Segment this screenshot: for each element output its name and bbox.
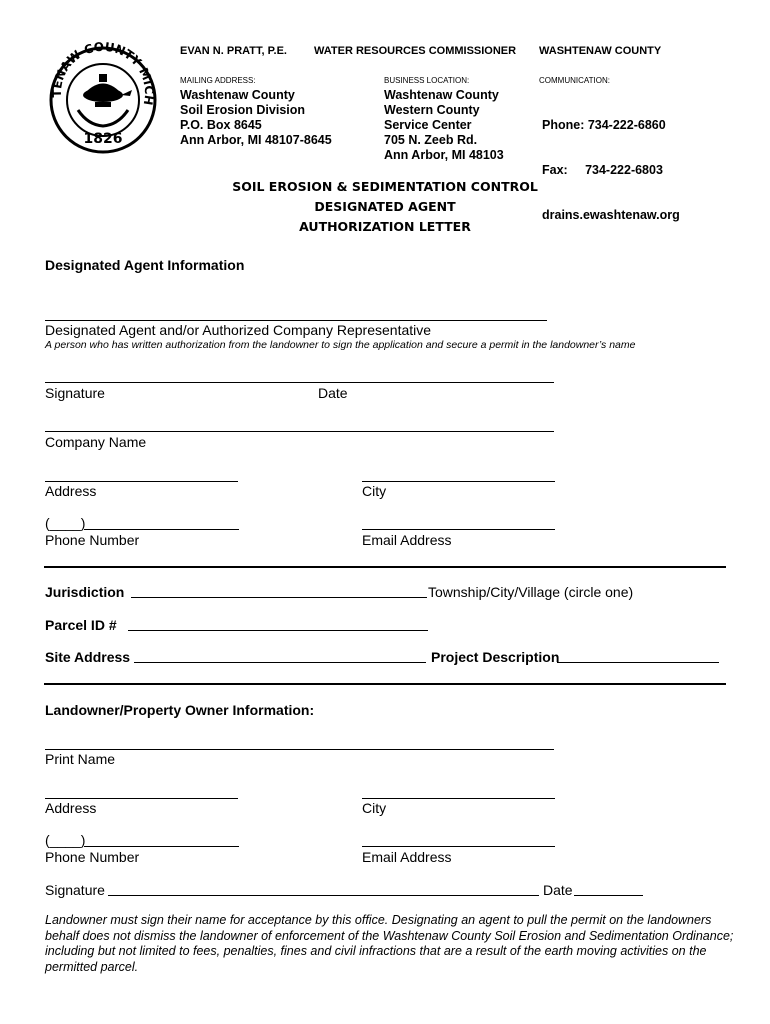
owner-name-line[interactable] xyxy=(45,749,554,750)
phone-line: Phone: 734-222-6860 xyxy=(542,118,666,132)
agent-phone-prefix: (____) xyxy=(45,515,86,531)
agent-address-label: Address xyxy=(45,483,97,499)
owner-date-line[interactable] xyxy=(574,895,643,896)
seal-text: TENAW COUNTY MICH xyxy=(49,40,157,107)
owner-name-label: Print Name xyxy=(45,751,116,767)
project-description-line[interactable] xyxy=(557,662,719,663)
parcel-line[interactable] xyxy=(128,630,428,631)
fax-line: Fax: 734-222-6803 xyxy=(542,163,663,177)
agent-company-line[interactable] xyxy=(45,431,554,432)
owner-phone-line[interactable] xyxy=(84,846,239,847)
mailing-line: Washtenaw County xyxy=(180,88,295,102)
agent-date-label: Date xyxy=(318,385,348,401)
business-address xyxy=(384,88,504,163)
section-divider xyxy=(44,683,726,685)
owner-section-title: Landowner/Property Owner Information: xyxy=(45,702,315,718)
business-line: Ann Arbor, MI 48103 xyxy=(384,148,504,162)
seal-graphic xyxy=(48,40,158,155)
jurisdiction-line[interactable] xyxy=(131,597,427,598)
agent-address-line[interactable] xyxy=(45,481,238,482)
agent-company-label: Company Name xyxy=(45,434,147,450)
project-description-label: Project Description xyxy=(431,649,560,665)
seal-year: 1826 xyxy=(83,131,123,147)
doc-title-line3: AUTHORIZATION LETTER xyxy=(299,219,471,234)
jurisdiction-label: Jurisdiction xyxy=(45,584,125,600)
agent-signature-line[interactable] xyxy=(45,382,554,383)
agent-city-line[interactable] xyxy=(362,481,555,482)
commissioner-office: WATER RESOURCES COMMISSIONER xyxy=(314,45,517,57)
county-seal xyxy=(48,40,158,155)
agent-signature-label: Signature xyxy=(45,385,105,401)
jurisdiction-suffix: Township/City/Village (circle one) xyxy=(428,584,634,600)
business-line: Service Center xyxy=(384,118,472,132)
owner-email-label: Email Address xyxy=(362,849,452,865)
business-line: 705 N. Zeeb Rd. xyxy=(384,133,478,147)
site-address-label: Site Address xyxy=(45,649,131,665)
agent-rep-line[interactable] xyxy=(45,320,547,321)
doc-title-line1: SOIL EROSION & SEDIMENTATION CONTROL xyxy=(232,179,538,194)
agent-city-label: City xyxy=(362,483,387,499)
owner-date-label: Date xyxy=(543,882,573,898)
mailing-label: MAILING ADDRESS: xyxy=(180,76,256,85)
owner-address-label: Address xyxy=(45,800,97,816)
agent-phone-label: Phone Number xyxy=(45,532,140,548)
owner-phone-prefix: (____) xyxy=(45,832,86,848)
website-line: drains.ewashtenaw.org xyxy=(542,208,680,222)
mailing-line: Ann Arbor, MI 48107-8645 xyxy=(180,133,332,147)
mailing-address xyxy=(180,88,332,148)
owner-signature-label: Signature xyxy=(45,882,105,898)
doc-title-line2: DESIGNATED AGENT xyxy=(314,199,456,214)
business-line: Western County xyxy=(384,103,480,117)
agent-email-line[interactable] xyxy=(362,529,555,530)
owner-city-label: City xyxy=(362,800,387,816)
agent-section-title: Designated Agent Information xyxy=(45,257,245,273)
communication-label: COMMUNICATION: xyxy=(539,76,610,85)
business-line: Washtenaw County xyxy=(384,88,499,102)
owner-city-line[interactable] xyxy=(362,798,555,799)
owner-signature-line[interactable] xyxy=(108,895,539,896)
section-divider xyxy=(44,566,726,568)
owner-email-line[interactable] xyxy=(362,846,555,847)
mailing-line: Soil Erosion Division xyxy=(180,103,306,117)
county-name: WASHTENAW COUNTY xyxy=(539,45,662,57)
agent-phone-line[interactable] xyxy=(84,529,239,530)
parcel-label: Parcel ID # xyxy=(45,617,117,633)
communication-info xyxy=(542,88,680,238)
owner-phone-label: Phone Number xyxy=(45,849,140,865)
agent-rep-label: Designated Agent and/or Authorized Company Representative xyxy=(45,322,432,338)
agent-rep-note: A person who has written authorization from the landowner to sign the application and secure a permit in the landowner’s name xyxy=(45,339,636,351)
agent-email-label: Email Address xyxy=(362,532,452,548)
owner-address-line[interactable] xyxy=(45,798,238,799)
site-address-line[interactable] xyxy=(134,662,426,663)
business-label: BUSINESS LOCATION: xyxy=(384,76,470,85)
footer-note: Landowner must sign their name for acceptance by this office. Designating an agent to pull the permit on the landowners behalf does not dismiss the landowner of enforcement of the Washtenaw County Soil Erosion and Sedimentation Ordinance; including but not limited to fees, penalties, fines and civil infractions that are a result of the earth moving activities on the permitted parcel. xyxy=(45,913,734,974)
mailing-line: P.O. Box 8645 xyxy=(180,118,262,132)
commissioner-name: EVAN N. PRATT, P.E. xyxy=(180,45,287,57)
